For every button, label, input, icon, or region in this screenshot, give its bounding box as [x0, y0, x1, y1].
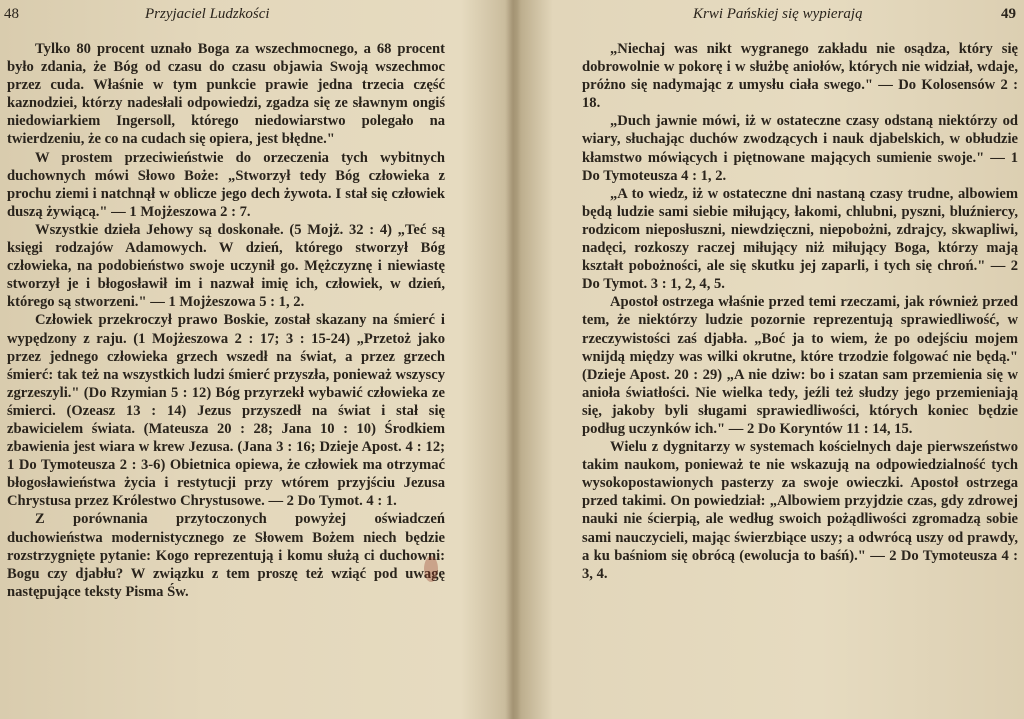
- right-paragraph-5: Wielu z dygnitarzy w systemach kościelnych daje pierwszeństwo takim naukom, ponieważ te nie wskazują na odpowiedzialność tych wysokopostawionych pasterzy za swoje owieczki. Apostoł ostrzega przed takimi. On powiedział: „Albowiem przyjdzie czas, gdy zdrowej nauki nie ścierpią, ale według swoich pożądliwości zgromadzą sobie sami nauczycieli, mając świerzbiące uszy; a odwrócą uszy od prawdy, a ku baśniom się obrócą (ewolucja to baśń)." — 2 Do Tymoteusza 4 : 3, 4.: [582, 439, 1018, 582]
- right-paragraph-4: Apostoł ostrzega właśnie przed temi rzeczami, jak również przed tem, że niektórzy ludzie pozornie reprezentują sprawiedliwość, w rzeczywistości zaś djabła. „Boć ja to wiem, że po odejściu mojem wnijdą między was wilki okrutne, które trzodzie folgować nie będą." (Dzieje Apost. 20 : 29) „A nie dziw: bo i szatan sam przemienia się w anioła światłości. Nie wielka tedy, jeźli też słudzy jego przemieniają się, jakoby byli sługami sprawiedliwości, których koniec będzie podług uczynków ich." — 2 Do Koryntów 11 : 14, 15.: [582, 294, 1018, 437]
- paper-stain: [424, 556, 438, 582]
- right-page-header: [521, 6, 1024, 26]
- left-paragraph-5: Z porównania przytoczonych powyżej oświadczeń duchowieństwa modernistycznego ze Słowem Bożem niech będzie rozstrzygnięte pytanie: Kogo reprezentują i komu służą ci duchowni: Bogu czy djabłu? W związku z tem proszę też wziąć pod uwagę następujące teksty Pisma Św.: [7, 511, 445, 600]
- right-running-head: Krwi Pańskiej się wypierają: [693, 6, 863, 22]
- left-paragraph-2: W prostem przeciwieństwie do orzeczenia tych wybitnych duchownych mówi Słowo Boże: „Stworzył tedy Bóg człowieka z prochu ziemi i natchnął w oblicze jego dech żywota. I stał się człowiek duszą żywiącą." — 1 Mojżeszowa 2 : 7.: [7, 149, 445, 220]
- left-paragraph-3: Wszystkie dzieła Jehowy są doskonałe. (5 Mojż. 32 : 4) „Teć są księgi rodzajów Adamowych. W dzień, którego stworzył Bóg człowieka, na podobieństwo swoje uczynił go. Mężczyznę i niewiastę stworzył je i błogosławił im i nazwał imię ich, człowiek, w dzień, którego są stworzeni." — 1 Mojżeszowa 5 : 1, 2.: [7, 221, 445, 311]
- right-paragraph-3: „A to wiedz, iż w ostateczne dni nastaną czasy trudne, albowiem będą ludzie sami siebie miłujący, łakomi, chlubni, pyszni, bluźniercy, rodzicom nieposłuszni, niewdzięczni, niepobożni, zdrajcy, skwapliwi, nadęci, rozkoszy raczej miłujący niż miłujący Boga, którzy mają kształt pobożności, ale się skutku jej zaparli, i tych się chroń." — 2 Do Tymot. 3 : 1, 2, 4, 5.: [582, 185, 1018, 293]
- right-page-number: 49: [1001, 6, 1016, 22]
- right-paragraph-2: „Duch jawnie mówi, iż w ostateczne czasy odstaną niektórzy od wiary, słuchając duchów zwodzących i nauk djabelskich, w obłudzie kłamstwo mówiących i piętnowane mających sumienie swoje." — 1 Do Tymoteusza 4 : 1, 2.: [582, 113, 1018, 184]
- right-paragraph-1: „Niechaj was nikt wygranego zakładu nie osądza, który się dobrowolnie w pokorę i w służbę aniołów, których nie widział, wdaje, próżno się nadymając z umysłu ciała swego." — Do Kolosensów 2 : 18.: [582, 41, 1018, 112]
- left-page: [0, 0, 505, 719]
- left-page-number: 48: [4, 6, 19, 22]
- left-page-body: [7, 40, 445, 601]
- left-page-header: [0, 6, 505, 26]
- right-page: [521, 0, 1024, 719]
- book-gutter: [505, 0, 521, 719]
- left-paragraph-1: Tylko 80 procent uznało Boga za wszechmocnego, a 68 procent było zdania, że Bóg od czasu do czasu objawia Swoją wszechmoc przez cuda. Właśnie w tym punkcie prawie jedna trzecia część kaznodziei, którzy nadesłali odpowiedzi, zgadza się ze sławnym ongiś niedowiarkiem Ingersoll, którego niedowiarstwo polegało na twierdzeniu, że co na cudach się opiera, jest błędne.": [7, 41, 445, 148]
- left-paragraph-4: Człowiek przekroczył prawo Boskie, został skazany na śmierć i wypędzony z raju. (1 Mojżeszowa 2 : 17; 3 : 15-24) „Przetoż jako przez jednego człowieka grzech wszedł na świat, a przez grzech śmierć: tak też na wszystkich ludzi śmierć przyszła, ponieważ wszyscy zgrzeszyli." (Do Rzymian 5 : 12) Bóg przyrzekł wybawić człowieka ze śmierci. (Ozeasz 13 : 14) Jezus przyszedł na świat i stał się zbawicielem świata. (Mateusza 20 : 28; Jana 10 : 10) Środkiem zbawienia jest wiara w krew Jezusa. (Jana 3 : 16; Dzieje Apost. 4 : 12; 1 Do Tymoteusza 2 : 3-6) Obietnica opiewa, że człowiek ma otrzymać błogosławieństwa życia i restytucji przy wtórem przyjściu Jezusa Chrystusa przez Królestwo Chrystusowe. — 2 Do Tymot. 4 : 1.: [7, 312, 445, 510]
- left-running-head: Przyjaciel Ludzkości: [145, 6, 270, 22]
- right-page-body: [582, 40, 1018, 583]
